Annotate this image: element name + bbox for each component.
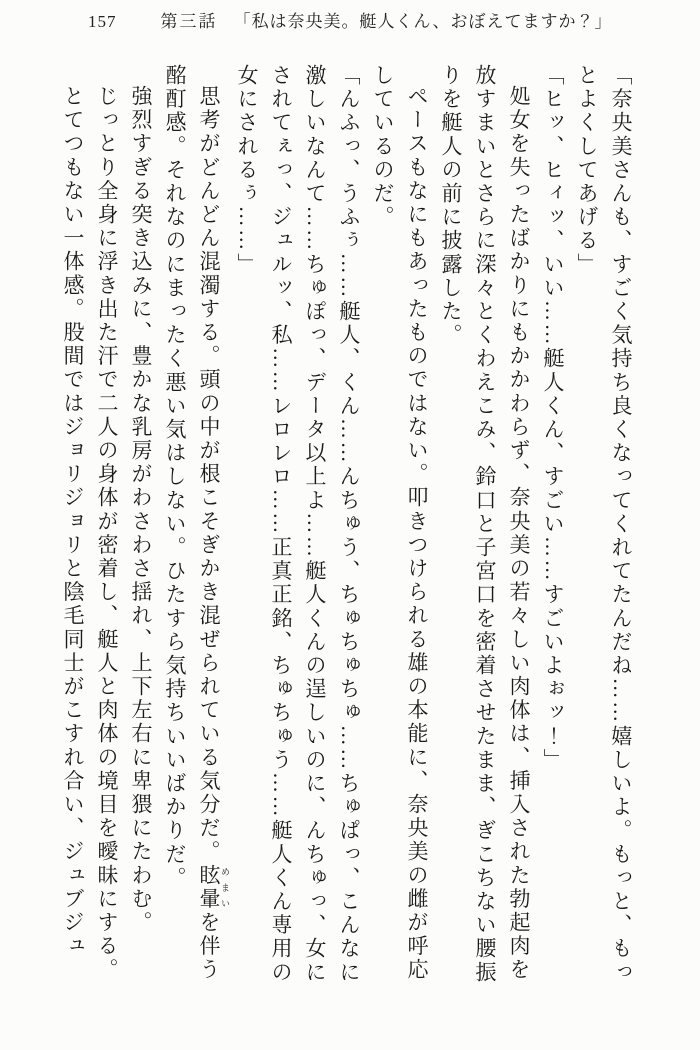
chapter-title: 「私は奈央美。艇人くん、おぼえてますか？」 — [233, 12, 613, 31]
chapter-label: 第三話 — [160, 12, 218, 31]
paragraph: 「んふっ、うふぅ……艇人、くん……んちゅう、ちゅちゅちゅ……ちゅぱっ、こんなに激しいなんて……ちゅぽっ、データ以上よ……艇人くんの逞しいのに、んちゅっ、女にされてぇっ、ジュルッ、私……レロレロ……正真正銘、ちゅちゅう……艇人くん専用の女にされるぅ……」 — [235, 64, 361, 985]
paragraph: ペースもなにもあったものではない。叩きつけられる雄の本能に、奈央美の雌が呼応しているのだ。 — [371, 64, 429, 982]
paragraph: とてつもない一体感。股間ではジョリジョリと陰毛同士がこすれ合い、ジュブジュ — [61, 85, 85, 959]
page-number: 157 — [88, 12, 117, 31]
paragraph: 思考がどんどん混濁する。頭の中が根こそぎかき混ぜられている気分だ。眩暈 めまいを伴う酩酊感。それなのにまったく悪い気はしない。ひたすら気持ちいいばかりだ。 — [163, 64, 230, 982]
paragraph: 強烈すぎる突き込みに、豊かな乳房がわさわさ揺れ、上下左右に卑猥にたわむ。 — [129, 85, 153, 935]
ruby-annotated-word: 眩暈 めまい — [197, 863, 230, 912]
body-text — [56, 64, 638, 985]
paragraph: 「奈央美さんも、すごく気持ち良くなってくれてたんだね……嬉しいよ。もっと、もっとよくしてあげる」 — [575, 64, 633, 985]
paragraph: 処女を失ったばかりにもかかわらず、奈央美の若々しい肉体は、挿入された勃起肉を放すまいとさらに深々とくわえこみ、鈴口と子宮口を密着させたまま、ぎこちない腰振りを艇人の前に披露した。 — [439, 64, 531, 985]
paragraph: じっとり全身に浮き出た汗で二人の身体が密着し、艇人と肉体の境目を曖昧にする。 — [95, 85, 119, 982]
running-head — [88, 7, 613, 32]
paragraph: 「ヒッ、ヒィッ、いい……艇人くん、すごい……すごいよぉッ！」 — [541, 64, 565, 772]
